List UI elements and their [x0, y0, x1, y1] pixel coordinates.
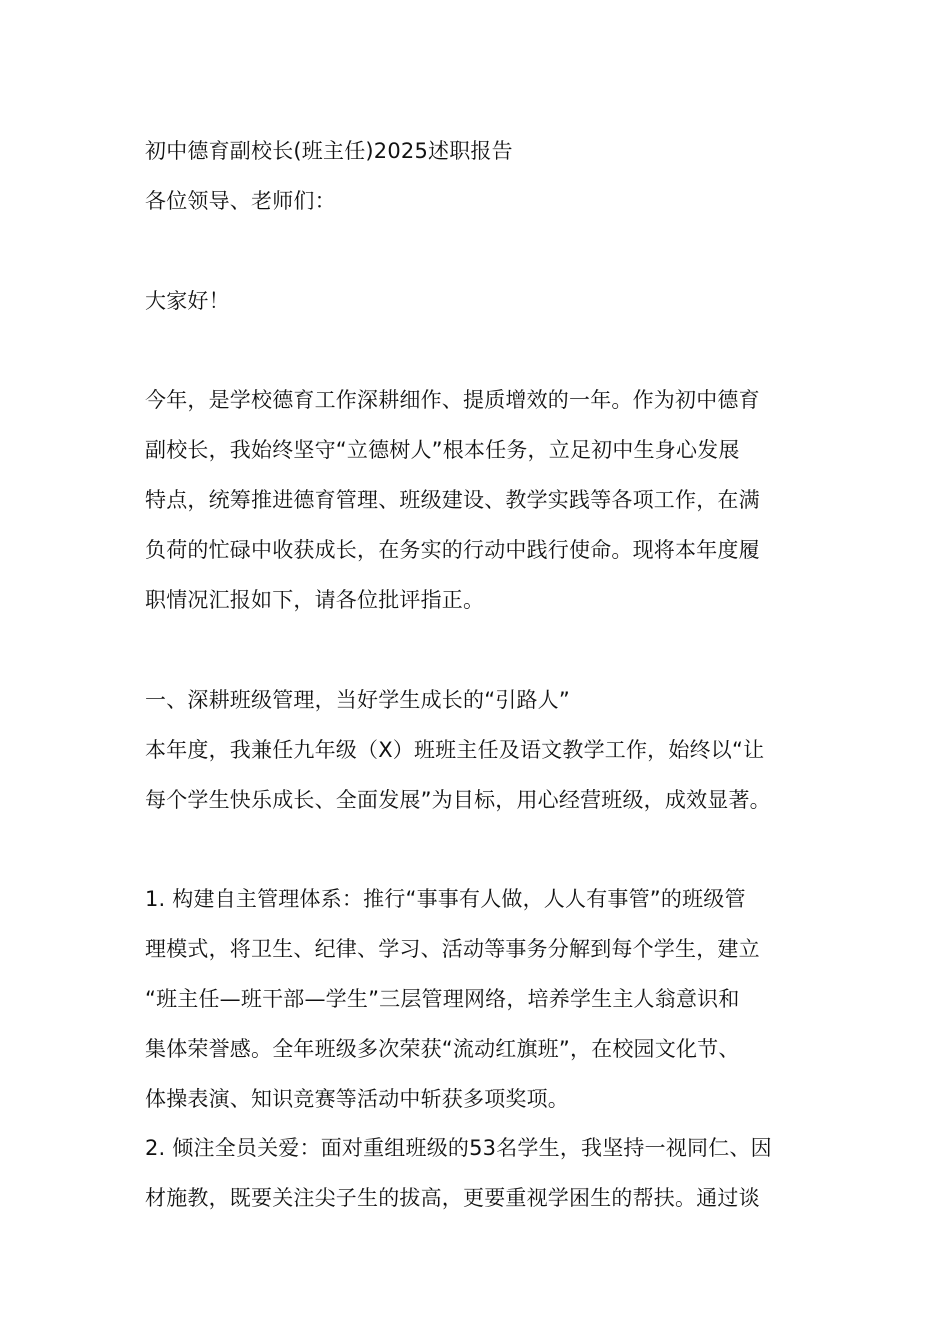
item-line: “班主任—班干部—学生”三层管理网络，培养学生主人翁意识和	[145, 987, 740, 1011]
intro-line: 负荷的忙碌中收获成长，在务实的行动中践行使命。现将本年度履	[145, 538, 760, 562]
document-title: 初中德育副校长(班主任)2025述职报告	[145, 139, 513, 163]
intro-line: 今年，是学校德育工作深耕细作、提质增效的一年。作为初中德育	[145, 388, 760, 412]
intro-line: 特点，统筹推进德育管理、班级建设、教学实践等各项工作，在满	[145, 488, 760, 512]
salutation: 各位领导、老师们：	[145, 189, 336, 213]
item-line: 2. 倾注全员关爱：面对重组班级的53名学生，我坚持一视同仁、因	[145, 1136, 772, 1160]
greeting: 大家好！	[145, 289, 230, 313]
intro-line: 副校长，我始终坚守“立德树人”根本任务，立足初中生身心发展	[145, 438, 740, 462]
section-line: 每个学生快乐成长、全面发展”为目标，用心经营班级，成效显著。	[145, 788, 771, 812]
item-line: 理模式，将卫生、纪律、学习、活动等事务分解到每个学生，建立	[145, 937, 760, 961]
item-line: 集体荣誉感。全年班级多次荣获“流动红旗班”，在校园文化节、	[145, 1037, 740, 1061]
item-line: 体操表演、知识竞赛等活动中斩获多项奖项。	[145, 1087, 569, 1111]
section-heading: 一、深耕班级管理，当好学生成长的“引路人”	[145, 688, 570, 712]
item-line: 1. 构建自主管理体系：推行“事事有人做，人人有事管”的班级管	[145, 887, 746, 911]
section-line: 本年度，我兼任九年级（X）班班主任及语文教学工作，始终以“让	[145, 738, 765, 762]
intro-line: 职情况汇报如下，请各位批评指正。	[145, 588, 485, 612]
item-line: 材施教，既要关注尖子生的拔高，更要重视学困生的帮扶。通过谈	[145, 1186, 760, 1210]
